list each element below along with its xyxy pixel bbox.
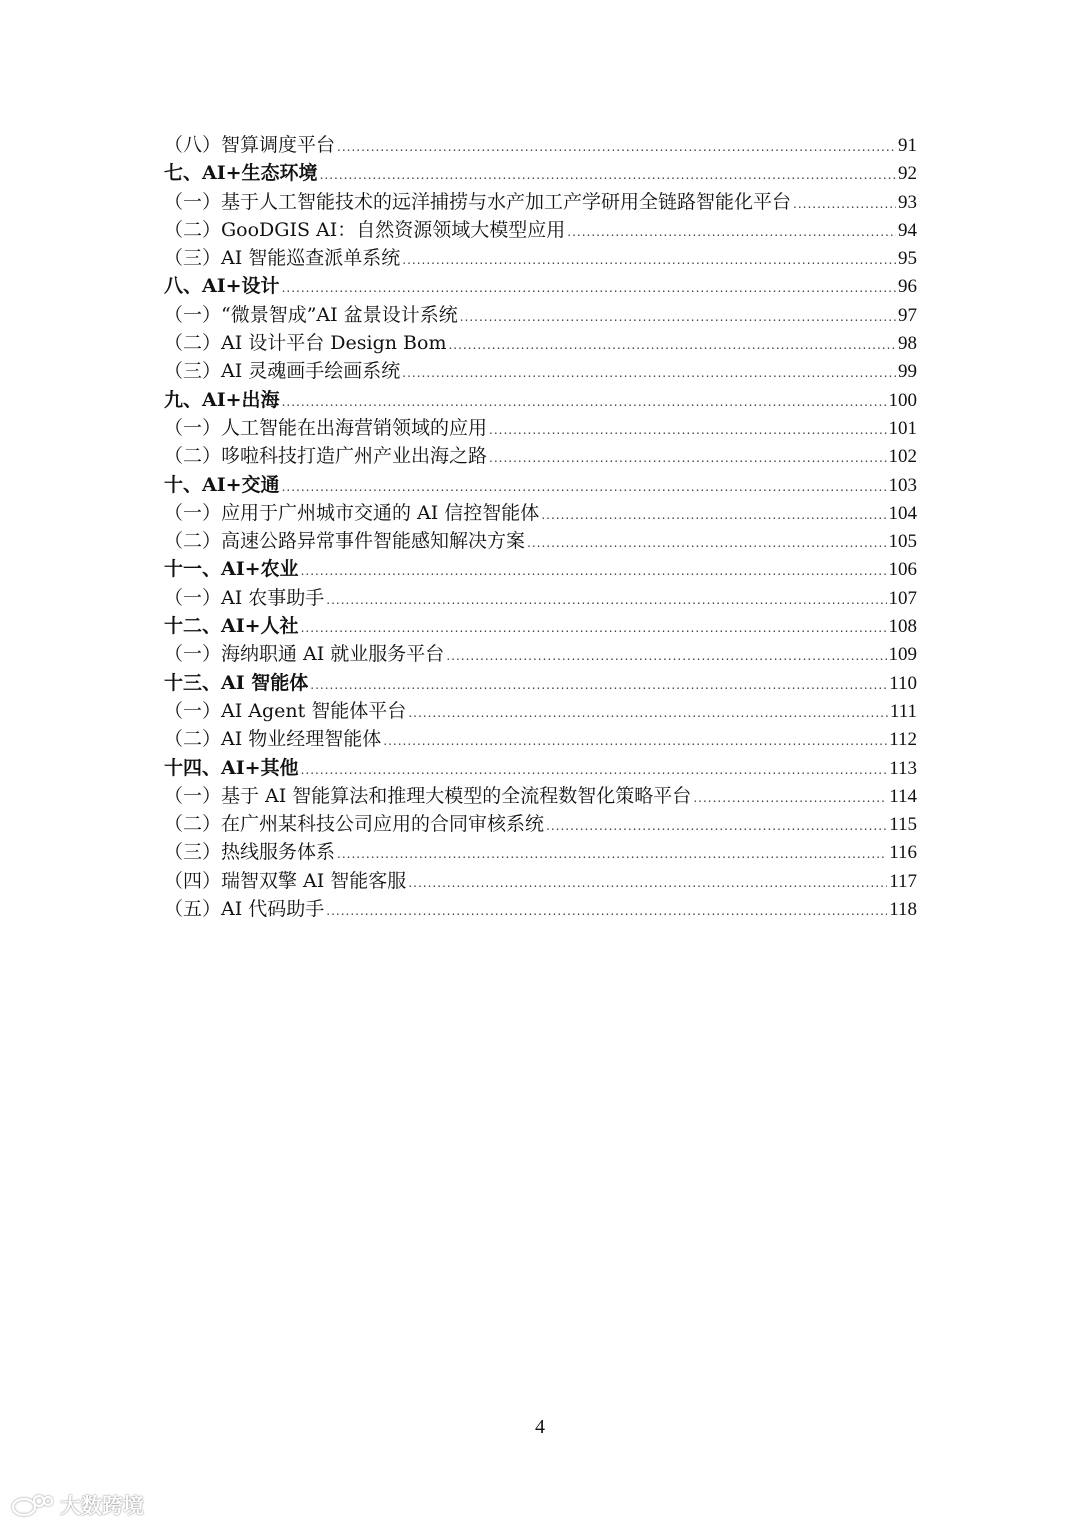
dot-leader	[383, 727, 887, 755]
toc-page-number: 117	[889, 870, 917, 892]
dot-leader	[301, 756, 888, 784]
toc-entry-title: 十一、AI+农业	[164, 558, 299, 581]
watermark-text: 大数跨境	[60, 1494, 144, 1518]
toc-entry-row[interactable]	[164, 895, 917, 923]
toc-page-number: 104	[888, 502, 917, 524]
toc-entry-title: （一）“微景智成”AI 盆景设计系统	[164, 303, 458, 326]
toc-entry-title: （二）哆啦科技打造广州产业出海之路	[164, 445, 488, 468]
dot-leader	[402, 359, 896, 387]
toc-page-number: 101	[888, 417, 917, 439]
toc-entry-title: （四）瑞智双擎 AI 智能客服	[164, 869, 407, 892]
dot-leader	[337, 133, 896, 161]
toc-page-number: 102	[888, 446, 917, 468]
toc-entry-row[interactable]	[164, 697, 917, 725]
toc-entry-row[interactable]	[164, 131, 917, 159]
toc-entry-row[interactable]	[164, 867, 917, 895]
toc-page-number: 118	[889, 899, 917, 921]
dot-leader	[408, 699, 888, 727]
toc-entry-title: （一）基于 AI 智能算法和推理大模型的全流程数智化策略平台	[164, 784, 692, 807]
toc-entry-row[interactable]	[164, 414, 917, 442]
toc-section-row[interactable]	[164, 272, 917, 300]
toc-entry-title: （一）应用于广州城市交通的 AI 信控智能体	[164, 501, 540, 524]
dot-leader	[282, 473, 887, 501]
toc-page-number: 108	[888, 616, 917, 638]
page-number: 4	[535, 1416, 545, 1438]
toc-entry-title: （一）AI Agent 智能体平台	[164, 699, 407, 722]
toc-page-number: 110	[889, 672, 917, 694]
toc-page-number: 115	[889, 814, 917, 836]
toc-section-row[interactable]	[164, 471, 917, 499]
dot-leader	[489, 416, 886, 444]
toc-entry-title: （五）AI 代码助手	[164, 898, 325, 921]
toc-entry-row[interactable]	[164, 527, 917, 555]
toc-entry-row[interactable]	[164, 838, 917, 866]
dot-leader	[527, 529, 886, 557]
toc-entry-row[interactable]	[164, 782, 917, 810]
dot-leader	[460, 303, 896, 331]
toc-section-row[interactable]	[164, 669, 917, 697]
toc-page-number: 113	[889, 757, 917, 779]
toc-entry-row[interactable]	[164, 216, 917, 244]
toc-section-row[interactable]	[164, 754, 917, 782]
dot-leader	[301, 614, 887, 642]
toc-page-number: 105	[888, 531, 917, 553]
toc-entry-title: 九、AI+出海	[164, 388, 280, 411]
toc-page-number: 95	[898, 248, 917, 270]
toc-entry-row[interactable]	[164, 357, 917, 385]
toc-entry-title: 十四、AI+其他	[164, 756, 299, 779]
toc-entry-title: （三）AI 灵魂画手绘画系统	[164, 360, 401, 383]
dot-leader	[546, 812, 887, 840]
dot-leader	[489, 444, 886, 472]
toc-entry-title: （三）AI 智能巡查派单系统	[164, 247, 401, 270]
dot-leader	[301, 557, 887, 585]
toc-entry-title: （二）AI 设计平台 Design Bom	[164, 332, 447, 355]
toc-entry-title: 八、AI+设计	[164, 275, 280, 298]
weibo-logo-icon	[10, 1492, 54, 1518]
table-of-contents	[164, 131, 917, 923]
toc-page-number: 114	[889, 785, 917, 807]
toc-page-number: 111	[889, 700, 917, 722]
toc-section-row[interactable]	[164, 555, 917, 583]
toc-entry-row[interactable]	[164, 301, 917, 329]
toc-entry-row[interactable]	[164, 244, 917, 272]
toc-entry-title: （一）人工智能在出海营销领域的应用	[164, 416, 488, 439]
toc-entry-title: （二）GooDGIS AI：自然资源领域大模型应用	[164, 218, 566, 241]
toc-page-number: 99	[898, 361, 917, 383]
toc-entry-title: 十二、AI+人社	[164, 615, 299, 638]
toc-page-number: 116	[889, 842, 917, 864]
dot-leader	[310, 671, 887, 699]
toc-page-number: 92	[898, 163, 917, 185]
dot-leader	[693, 784, 887, 812]
toc-entry-row[interactable]	[164, 810, 917, 838]
toc-entry-title: （二）在广州某科技公司应用的合同审核系统	[164, 813, 545, 836]
toc-entry-title: （八）智算调度平台	[164, 134, 336, 156]
toc-page-number: 106	[888, 559, 917, 581]
toc-page-number: 98	[898, 333, 917, 355]
toc-page-number: 107	[888, 587, 917, 609]
toc-page-number: 93	[898, 191, 917, 213]
toc-entry-row[interactable]	[164, 499, 917, 527]
dot-leader	[567, 218, 896, 246]
toc-entry-row[interactable]	[164, 329, 917, 357]
dot-leader	[408, 869, 887, 897]
toc-entry-title: （二）AI 物业经理智能体	[164, 728, 382, 751]
toc-entry-title: 十、AI+交通	[164, 473, 280, 496]
toc-page-number: 91	[898, 135, 917, 156]
toc-entry-title: 七、AI+生态环境	[164, 162, 318, 185]
toc-entry-title: （三）热线服务体系	[164, 841, 336, 864]
toc-entry-title: （一）AI 农事助手	[164, 586, 325, 609]
toc-section-row[interactable]	[164, 159, 917, 187]
dot-leader	[326, 897, 887, 925]
toc-section-row[interactable]	[164, 386, 917, 414]
toc-entry-title: 十三、AI 智能体	[164, 671, 309, 694]
dot-leader	[282, 388, 887, 416]
toc-entry-row[interactable]	[164, 442, 917, 470]
dot-leader	[793, 190, 896, 218]
toc-page-number: 97	[898, 304, 917, 326]
toc-section-row[interactable]	[164, 612, 917, 640]
dot-leader	[320, 161, 896, 189]
toc-page-number: 109	[888, 644, 917, 666]
toc-page-number: 103	[888, 474, 917, 496]
toc-entry-title: （一）海纳职通 AI 就业服务平台	[164, 643, 445, 666]
dot-leader	[337, 840, 887, 868]
dot-leader	[448, 331, 896, 359]
toc-entry-row[interactable]	[164, 584, 917, 612]
dot-leader	[541, 501, 886, 529]
dot-leader	[402, 246, 896, 274]
watermark	[10, 1490, 144, 1520]
dot-leader	[326, 586, 886, 614]
dot-leader	[446, 642, 886, 670]
toc-page-number: 112	[889, 729, 917, 751]
toc-page-number: 96	[898, 276, 917, 298]
toc-entry-title: （一）基于人工智能技术的远洋捕捞与水产加工产学研用全链路智能化平台	[164, 190, 792, 213]
dot-leader	[282, 274, 896, 302]
toc-entry-row[interactable]	[164, 640, 917, 668]
toc-entry-row[interactable]	[164, 725, 917, 753]
toc-entry-row[interactable]	[164, 188, 917, 216]
toc-page-number: 100	[888, 389, 917, 411]
toc-page-number: 94	[898, 219, 917, 241]
toc-entry-title: （二）高速公路异常事件智能感知解决方案	[164, 530, 526, 553]
